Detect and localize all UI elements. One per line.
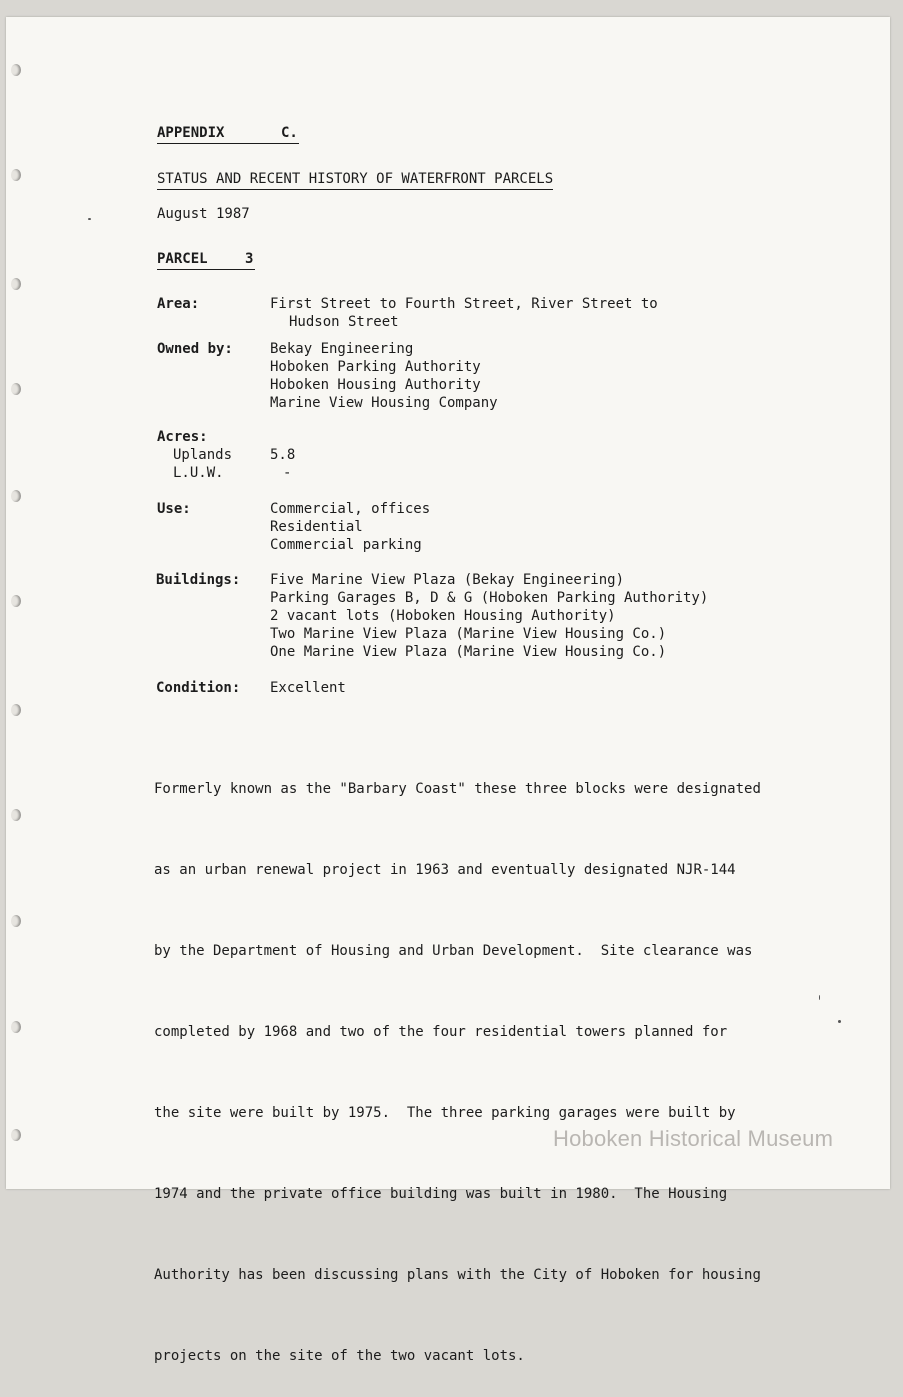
binder-hole <box>11 809 21 821</box>
parcel-heading <box>157 250 255 270</box>
paper-speck <box>838 1020 841 1023</box>
binder-hole <box>11 169 21 181</box>
building-item: Two Marine View Plaza (Marine View Housing Co.) <box>270 626 667 642</box>
buildings-label: Buildings: <box>156 572 241 588</box>
parcel-label: PARCEL <box>157 251 208 267</box>
appendix-heading <box>157 124 299 144</box>
binder-hole <box>11 704 21 716</box>
use-item: Residential <box>270 519 363 535</box>
binder-hole <box>11 595 21 607</box>
condition-label: Condition: <box>156 680 241 696</box>
paragraph-line: as an urban renewal project in 1963 and eventually designated NJR-144 <box>154 862 736 878</box>
paragraph-line: the site were built by 1975. The three parking garages were built by <box>154 1105 736 1121</box>
acres-label: Acres: <box>157 429 208 445</box>
uplands-value: 5.8 <box>270 447 296 463</box>
paragraph-line: Formerly known as the "Barbary Coast" these three blocks were designated <box>154 781 761 797</box>
paper-speck <box>88 218 91 220</box>
binder-hole <box>11 1021 21 1033</box>
luw-value: - <box>283 465 292 481</box>
binder-hole <box>11 383 21 395</box>
museum-watermark: Hoboken Historical Museum <box>553 1126 834 1151</box>
building-item: Five Marine View Plaza (Bekay Engineering) <box>270 572 625 588</box>
paragraph-line: Authority has been discussing plans with the City of Hoboken for housing <box>154 1267 761 1283</box>
binder-hole <box>11 64 21 76</box>
area-line: First Street to Fourth Street, River Street to <box>270 296 658 312</box>
parcel-number: 3 <box>245 251 254 267</box>
binder-hole <box>11 490 21 502</box>
paper-speck <box>819 995 820 1000</box>
area-label: Area: <box>157 296 200 312</box>
luw-label: L.U.W. <box>173 465 224 481</box>
document-date: August 1987 <box>157 206 250 222</box>
paragraph-line: 1974 and the private office building was built in 1980. The Housing <box>154 1186 728 1202</box>
building-item: Parking Garages B, D & G (Hoboken Parking Authority) <box>270 590 709 606</box>
owner-item: Marine View Housing Company <box>270 395 498 411</box>
history-paragraph <box>154 722 814 1397</box>
area-line: Hudson Street <box>289 314 399 330</box>
condition-value: Excellent <box>270 680 346 696</box>
binder-hole <box>11 1129 21 1141</box>
building-item: 2 vacant lots (Hoboken Housing Authority) <box>270 608 616 624</box>
binder-hole <box>11 278 21 290</box>
use-item: Commercial parking <box>270 537 422 553</box>
owner-item: Hoboken Parking Authority <box>270 359 481 375</box>
paragraph-line: projects on the site of the two vacant lots. <box>154 1348 525 1364</box>
paragraph-line: by the Department of Housing and Urban Development. Site clearance was <box>154 943 753 959</box>
appendix-letter: C. <box>281 125 298 141</box>
uplands-label: Uplands <box>173 447 233 463</box>
use-label: Use: <box>157 501 191 517</box>
use-item: Commercial, offices <box>270 501 431 517</box>
document-title: STATUS AND RECENT HISTORY OF WATERFRONT PARCELS <box>157 170 553 190</box>
owned-by-label: Owned by: <box>157 341 233 357</box>
paragraph-line: completed by 1968 and two of the four residential towers planned for <box>154 1024 728 1040</box>
owner-item: Hoboken Housing Authority <box>270 377 481 393</box>
owner-item: Bekay Engineering <box>270 341 414 357</box>
appendix-label: APPENDIX <box>157 125 225 141</box>
building-item: One Marine View Plaza (Marine View Housing Co.) <box>270 644 667 660</box>
binder-hole <box>11 915 21 927</box>
